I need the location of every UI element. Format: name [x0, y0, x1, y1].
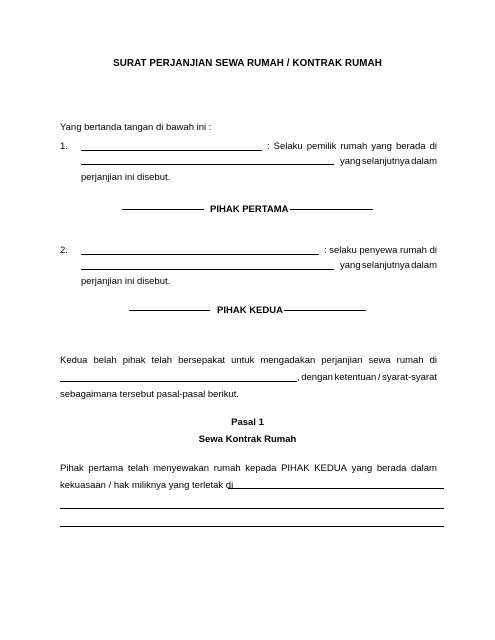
word: selanjutnya [361, 260, 410, 271]
word: untuk [231, 355, 255, 366]
word: yang [340, 156, 361, 167]
word: belah [93, 355, 117, 366]
party1-label: PIHAK PERTAMA [210, 204, 289, 215]
divider-right [290, 209, 373, 210]
word: : [324, 245, 327, 256]
party1-line1 [267, 141, 437, 152]
word: kepada [245, 463, 277, 474]
pasal1-line2: kekuasaan / hak miliknya yang terletak di [60, 480, 234, 491]
party1-name-blank[interactable] [81, 150, 262, 151]
word: yang [371, 141, 392, 152]
party1-line2 [340, 156, 437, 167]
word: , [297, 372, 300, 383]
word: berada [395, 141, 426, 152]
word: PIHAK [281, 463, 310, 474]
party2-number: 2. [60, 245, 68, 256]
word: di [429, 245, 437, 256]
word: syarat-syarat [382, 372, 437, 383]
word: yang [340, 260, 361, 271]
word: pemilik [306, 141, 337, 152]
word: dalam [411, 260, 437, 271]
word: Pihak [60, 463, 84, 474]
word: rumah [400, 245, 427, 256]
party2-line2 [340, 260, 437, 271]
word: rumah [396, 355, 424, 366]
word: di [429, 141, 437, 152]
word: pertama [88, 463, 124, 474]
pasal1-heading: Pasal 1 [231, 417, 264, 428]
word: menyewakan [153, 463, 210, 474]
party1-address-blank[interactable] [81, 164, 334, 165]
word: yang [351, 463, 373, 474]
pasal1-location-blank[interactable] [228, 488, 444, 489]
word: rumah [213, 463, 241, 474]
divider-right [284, 310, 366, 311]
word: sewa [368, 355, 391, 366]
intro-text: Yang bertanda tangan di bawah ini : [60, 122, 212, 133]
word: selanjutnya [361, 156, 410, 167]
agreement-line2 [297, 372, 437, 383]
word: dalam [411, 156, 437, 167]
word: Selaku [273, 141, 303, 152]
word: bersepakat [178, 355, 226, 366]
word: : [267, 141, 270, 152]
agreement-line1 [60, 355, 437, 366]
party2-line3: perjanjian ini disebut. [81, 276, 171, 287]
document-title: SURAT PERJANJIAN SEWA RUMAH / KONTRAK RUMAH [113, 58, 382, 69]
word: selaku [329, 245, 357, 256]
word: telah [127, 463, 149, 474]
word: perjanjian [321, 355, 363, 366]
word: penyewa [359, 245, 398, 256]
word: mengadakan [260, 355, 316, 366]
party2-line1 [324, 245, 437, 256]
party1-number: 1. [60, 141, 68, 152]
word: dalam [411, 463, 437, 474]
word: rumah [340, 141, 368, 152]
word: / [377, 372, 381, 383]
word: di [429, 355, 437, 366]
pasal1-blank-line[interactable] [60, 526, 444, 527]
word: dengan [301, 372, 333, 383]
divider-left [122, 209, 204, 210]
word: telah [151, 355, 173, 366]
pasal1-subheading: Sewa Kontrak Rumah [198, 434, 297, 445]
party2-label: PIHAK KEDUA [217, 305, 283, 316]
word: pihak [122, 355, 146, 366]
party2-address-blank[interactable] [81, 269, 334, 270]
word: KEDUA [314, 463, 347, 474]
party2-name-blank[interactable] [81, 254, 319, 255]
pasal1-line1 [60, 463, 437, 474]
agreement-location-blank[interactable] [60, 381, 297, 382]
divider-left [129, 310, 210, 311]
word: ketentuan [334, 372, 377, 383]
pasal1-blank-line[interactable] [60, 508, 444, 509]
word: Kedua [60, 355, 88, 366]
agreement-line3: sebagaimana tersebut pasal-pasal berikut. [60, 389, 240, 400]
party1-line3: perjanjian ini disebut. [81, 172, 171, 183]
word: berada [376, 463, 407, 474]
